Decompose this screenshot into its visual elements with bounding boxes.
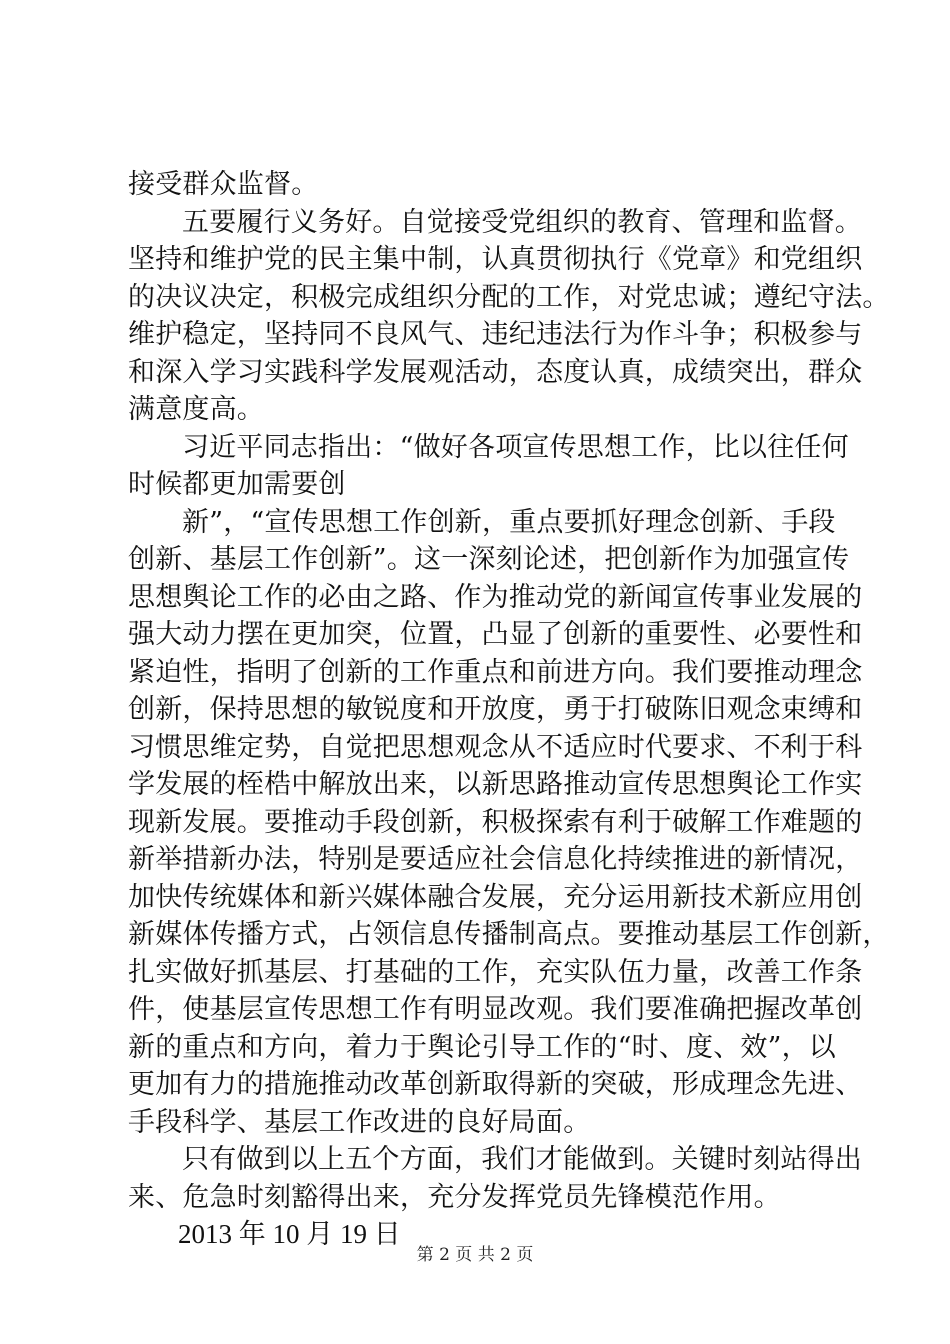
text-line: 坚持和维护党的民主集中制，认真贯彻执行《党章》和党组织 [128,244,863,275]
document-date: 2013 年 10 月 19 日 [178,1219,401,1249]
document-body [128,166,890,1254]
text-line: 加快传统媒体和新兴媒体融合发展，充分运用新技术新应用创 [128,881,863,913]
text-line: 紧迫性，指明了创新的工作重点和前进方向。我们要推动理念 [128,656,863,688]
text-line: 新举措新办法，特别是要适应社会信息化持续推进的新情况， [128,844,863,875]
paragraph-start-line: 习近平同志指出：“做好各项宣传思想工作，比以往任何 [182,431,849,463]
text-line: 新的重点和方向，着力于舆论引导工作的“时、度、效”，以 [128,1031,837,1063]
text-line: 创新，保持思想的敏锐度和开放度，勇于打破陈旧观念束缚和 [128,694,863,725]
text-line: 创新、基层工作创新”。这一深刻论述，把创新作为加强宣传 [128,544,850,575]
page-number-label: 第 2 页 共 2 页 [416,1245,534,1265]
text-line: 手段科学、基层工作改进的良好局面。 [128,1106,591,1138]
text-line: 满意度高。 [128,394,264,425]
text-line: 件，使基层宣传思想工作有明显改观。我们要准确把握改革创 [128,994,863,1025]
text-line: 现新发展。要推动手段创新，积极探索有利于破解工作难题的 [128,806,863,838]
text-line: 新媒体传播方式，占领信息传播制高点。要推动基层工作创新， [128,919,890,950]
text-line: 强大动力摆在更加突，位置，凸显了创新的重要性、必要性和 [128,619,863,650]
text-line: 维护稳定，坚持同不良风气、违纪违法行为作斗争；积极参与 [128,319,863,350]
text-line: 思想舆论工作的必由之路、作为推动党的新闻宣传事业发展的 [128,581,863,613]
paragraph-start-line: 五要履行义务好。自觉接受党组织的教育、管理和监督。 [182,206,862,238]
paragraph-start-line: 只有做到以上五个方面，我们才能做到。关键时刻站得出 [182,1144,862,1175]
text-line: 时候都更加需要创 [128,469,346,500]
page-footer [0,1244,950,1266]
text-line: 学发展的桎梏中解放出来，以新思路推动宣传思想舆论工作实 [128,769,863,800]
paragraph-start-line: 新”，“宣传思想工作创新，重点要抓好理念创新、手段 [182,506,836,538]
text-line: 的决议决定，积极完成组织分配的工作，对党忠诚；遵纪守法。 [128,281,890,313]
text-line: 扎实做好抓基层、打基础的工作，充实队伍力量，改善工作条 [128,956,863,988]
text-line: 和深入学习实践科学发展观活动，态度认真，成绩突出，群众 [128,356,863,388]
text-line: 接受群众监督。 [128,169,319,200]
text-line: 来、危急时刻豁得出来，充分发挥党员先锋模范作用。 [128,1181,781,1213]
text-line: 更加有力的措施推动改革创新取得新的突破，形成理念先进、 [128,1069,863,1100]
text-line: 习惯思维定势，自觉把思想观念从不适应时代要求、不利于科 [128,731,863,763]
